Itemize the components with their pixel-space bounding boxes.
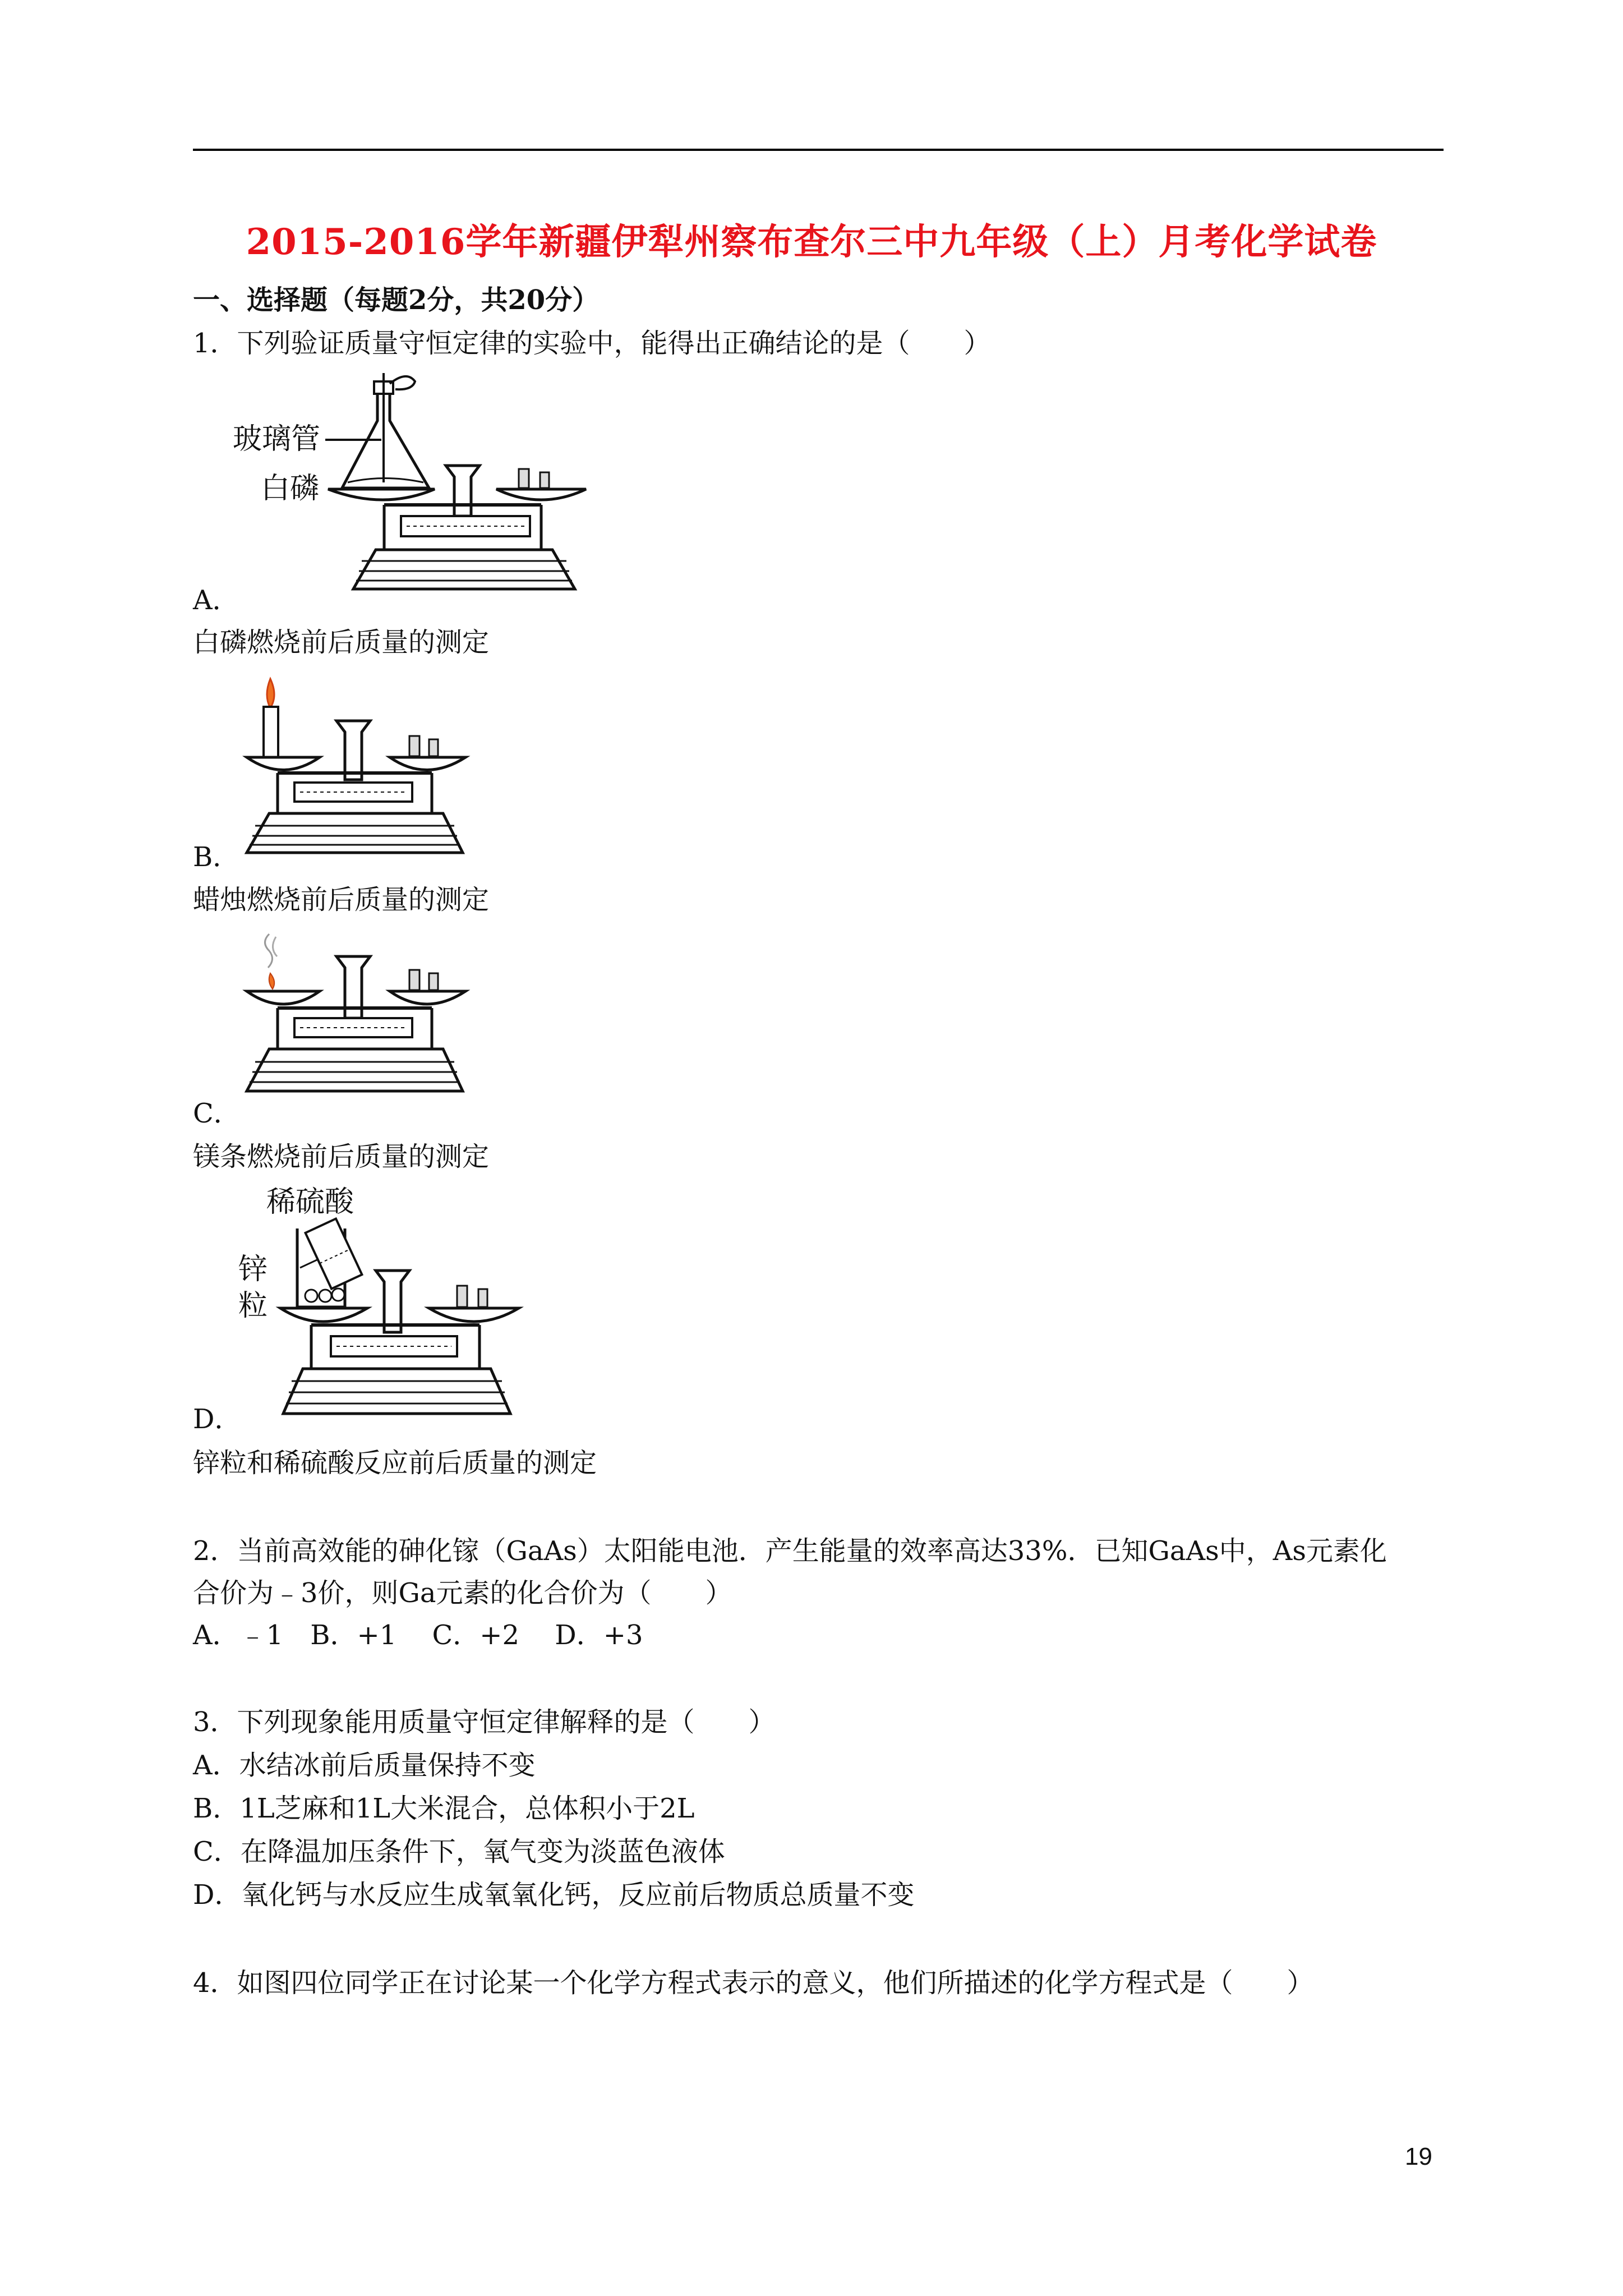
q1-option-d-letter: D． (193, 1404, 242, 1435)
q1-option-c-caption: 镁条燃烧前后质量的测定 (193, 1141, 490, 1172)
q2-line1: 2．当前高效能的砷化镓（GaAs）太阳能电池．产生能量的效率高达33%．已知GaAs中，As元素化 (193, 1535, 1387, 1567)
label-zinc-1: 锌 (238, 1253, 268, 1286)
q1-option-a-letter: A． (193, 585, 239, 616)
label-white-phosphorus: 白磷 (261, 472, 320, 505)
smoke-icon (265, 934, 273, 968)
page-number: 19 (1405, 2143, 1432, 2170)
figure-b-balance-candle (236, 673, 527, 875)
q2-line2: 合价为﹣3价，则Ga元素的化合价为（ ） (193, 1577, 732, 1609)
q1-option-d-caption: 锌粒和稀硫酸反应前后质量的测定 (193, 1447, 597, 1479)
q1-stem: 1．下列验证质量守恒定律的实验中，能得出正确结论的是（ ） (193, 328, 991, 359)
q1-option-b-caption: 蜡烛燃烧前后质量的测定 (193, 884, 490, 915)
q1-option-a-caption: 白磷燃烧前后质量的测定 (193, 627, 490, 658)
q3-option-b: B．1L芝麻和1L大米混合，总体积小于2L (193, 1793, 695, 1824)
q4-stem: 4．如图四位同学正在讨论某一个化学方程式表示的意义，他们所描述的化学方程式是（ ） (193, 1967, 1314, 1999)
q3-option-a: A．水结冰前后质量保持不变 (193, 1750, 536, 1781)
label-zinc-2: 粒 (238, 1289, 268, 1323)
q2-options: A．﹣1 B．+1 C．+2 D．+3 (193, 1619, 643, 1651)
label-glass-tube: 玻璃管 (233, 422, 321, 456)
q1-option-b-letter: B． (193, 841, 240, 873)
figure-a-balance-flask (222, 370, 614, 611)
q1-option-c-letter: C． (193, 1098, 241, 1129)
figure-d-balance-beaker (227, 1178, 564, 1436)
header-rule (193, 149, 1444, 151)
label-dilute-sulfuric-acid: 稀硫酸 (266, 1185, 354, 1219)
q3-option-d: D．氧化钙与水反应生成氧氧化钙，反应前后物质总质量不变 (193, 1879, 915, 1911)
flame-icon (267, 679, 274, 708)
figure-c-balance-magnesium (236, 928, 527, 1130)
exam-title: 2015-2016学年新疆伊犁州察布查尔三中九年级（上）月考化学试卷 (246, 221, 1377, 263)
q3-option-c: C．在降温加压条件下，氧气变为淡蓝色液体 (193, 1836, 725, 1867)
section-heading: 一、选择题（每题2分，共20分） (193, 284, 600, 316)
q3-stem: 3．下列现象能用质量守恒定律解释的是（ ） (193, 1706, 776, 1738)
